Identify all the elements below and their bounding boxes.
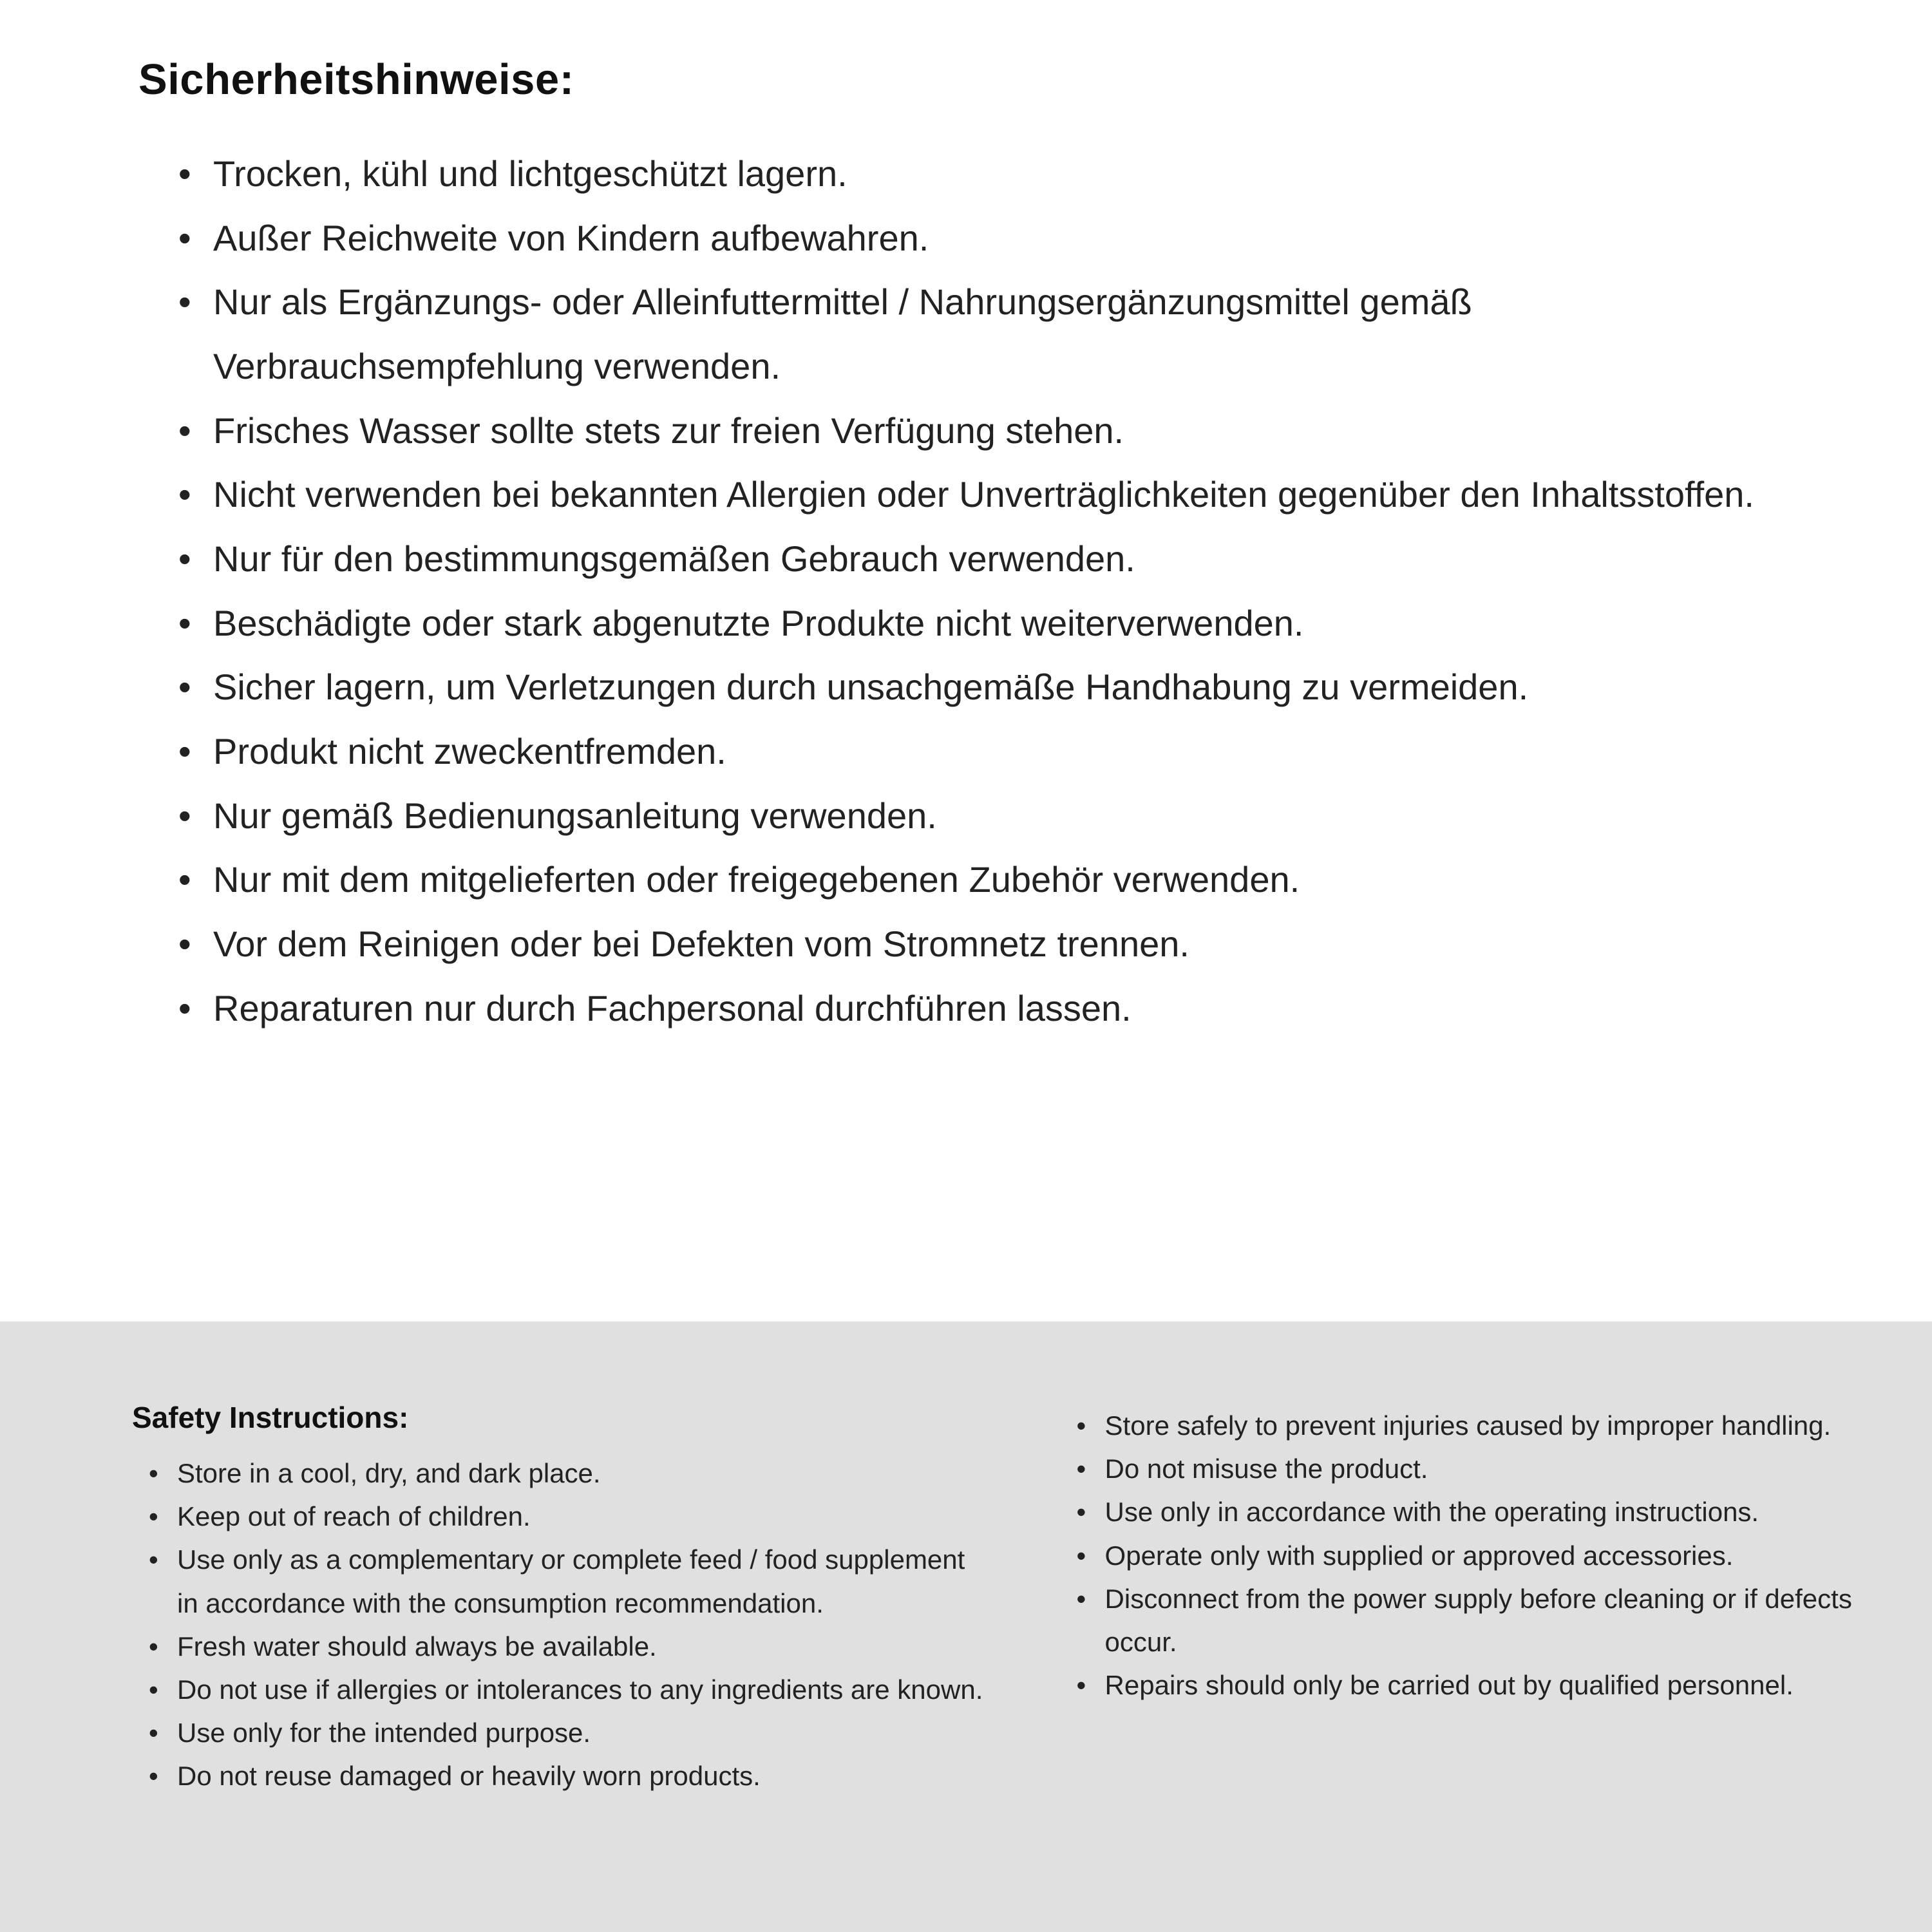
german-safety-list-item: • Beschädigte oder stark abgenutzte Produkte nicht weiterverwenden. [178, 591, 1835, 656]
german-safety-list-item: • Frisches Wasser sollte stets zur freien Verfügung stehen. [178, 399, 1835, 463]
german-safety-list-item: • Reparaturen nur durch Fachpersonal durchführen lassen. [178, 976, 1835, 1041]
english-safety-list-item: • Do not use if allergies or intolerances to any ingredients are known. [149, 1668, 983, 1711]
german-safety-list-item: • Nur für den bestimmungsgemäßen Gebrauch verwenden. [178, 527, 1835, 591]
german-safety-list-item: • Nicht verwenden bei bekannten Allergien oder Unverträglichkeiten gegenüber den Inhaltsstoffen. [178, 462, 1835, 527]
english-right-list [1077, 1404, 1871, 1707]
english-safety-list-item: • Do not reuse damaged or heavily worn products. [149, 1754, 983, 1797]
english-safety-list-item: • Use only in accordance with the operating instructions. [1077, 1490, 1871, 1533]
english-safety-list-item: • Store in a cool, dry, and dark place. [149, 1452, 983, 1495]
german-safety-list-item: • Nur gemäß Bedienungsanleitung verwenden. [178, 784, 1835, 848]
german-section-title: Sicherheitshinweise: [138, 55, 574, 104]
english-safety-list-item: • Repairs should only be carried out by qualified personnel. [1077, 1663, 1871, 1707]
german-safety-list-item: • Nur mit dem mitgelieferten oder freigegebenen Zubehör verwenden. [178, 848, 1835, 912]
german-safety-list-item: • Nur als Ergänzungs- oder Alleinfuttermittel / Nahrungsergänzungsmittel gemäß Verbrauchsempfehlung verwenden. [178, 270, 1835, 398]
english-safety-list-item: • Fresh water should always be available. [149, 1625, 983, 1668]
english-safety-list-item: • Keep out of reach of children. [149, 1495, 983, 1538]
german-safety-list-item: • Produkt nicht zweckentfremden. [178, 719, 1835, 784]
german-safety-list-item: • Vor dem Reinigen oder bei Defekten vom Stromnetz trennen. [178, 912, 1835, 976]
german-safety-list-item: • Sicher lagern, um Verletzungen durch unsachgemäße Handhabung zu vermeiden. [178, 655, 1835, 719]
english-left-column [132, 1400, 983, 1798]
english-right-column [1077, 1400, 1871, 1798]
german-safety-list-item: • Trocken, kühl und lichtgeschützt lagern. [178, 142, 1835, 206]
german-safety-list [138, 142, 1835, 1040]
english-columns [132, 1400, 1871, 1798]
english-safety-list-item: • Use only for the intended purpose. [149, 1711, 983, 1754]
english-safety-list-item: • Do not misuse the product. [1077, 1447, 1871, 1490]
english-safety-list-item: • Use only as a complementary or complete feed / food supplement in accordance with the consumption recommendation. [149, 1538, 983, 1624]
english-safety-list-item: • Store safely to prevent injuries caused by improper handling. [1077, 1404, 1871, 1447]
english-safety-list-item: • Operate only with supplied or approved accessories. [1077, 1534, 1871, 1577]
english-section-title: Safety Instructions: [132, 1401, 409, 1434]
english-safety-list-item: • Disconnect from the power supply before cleaning or if defects occur. [1077, 1577, 1871, 1663]
english-section [0, 1321, 1932, 1932]
german-safety-list-item: • Außer Reichweite von Kindern aufbewahren. [178, 206, 1835, 270]
english-left-list [132, 1452, 983, 1798]
